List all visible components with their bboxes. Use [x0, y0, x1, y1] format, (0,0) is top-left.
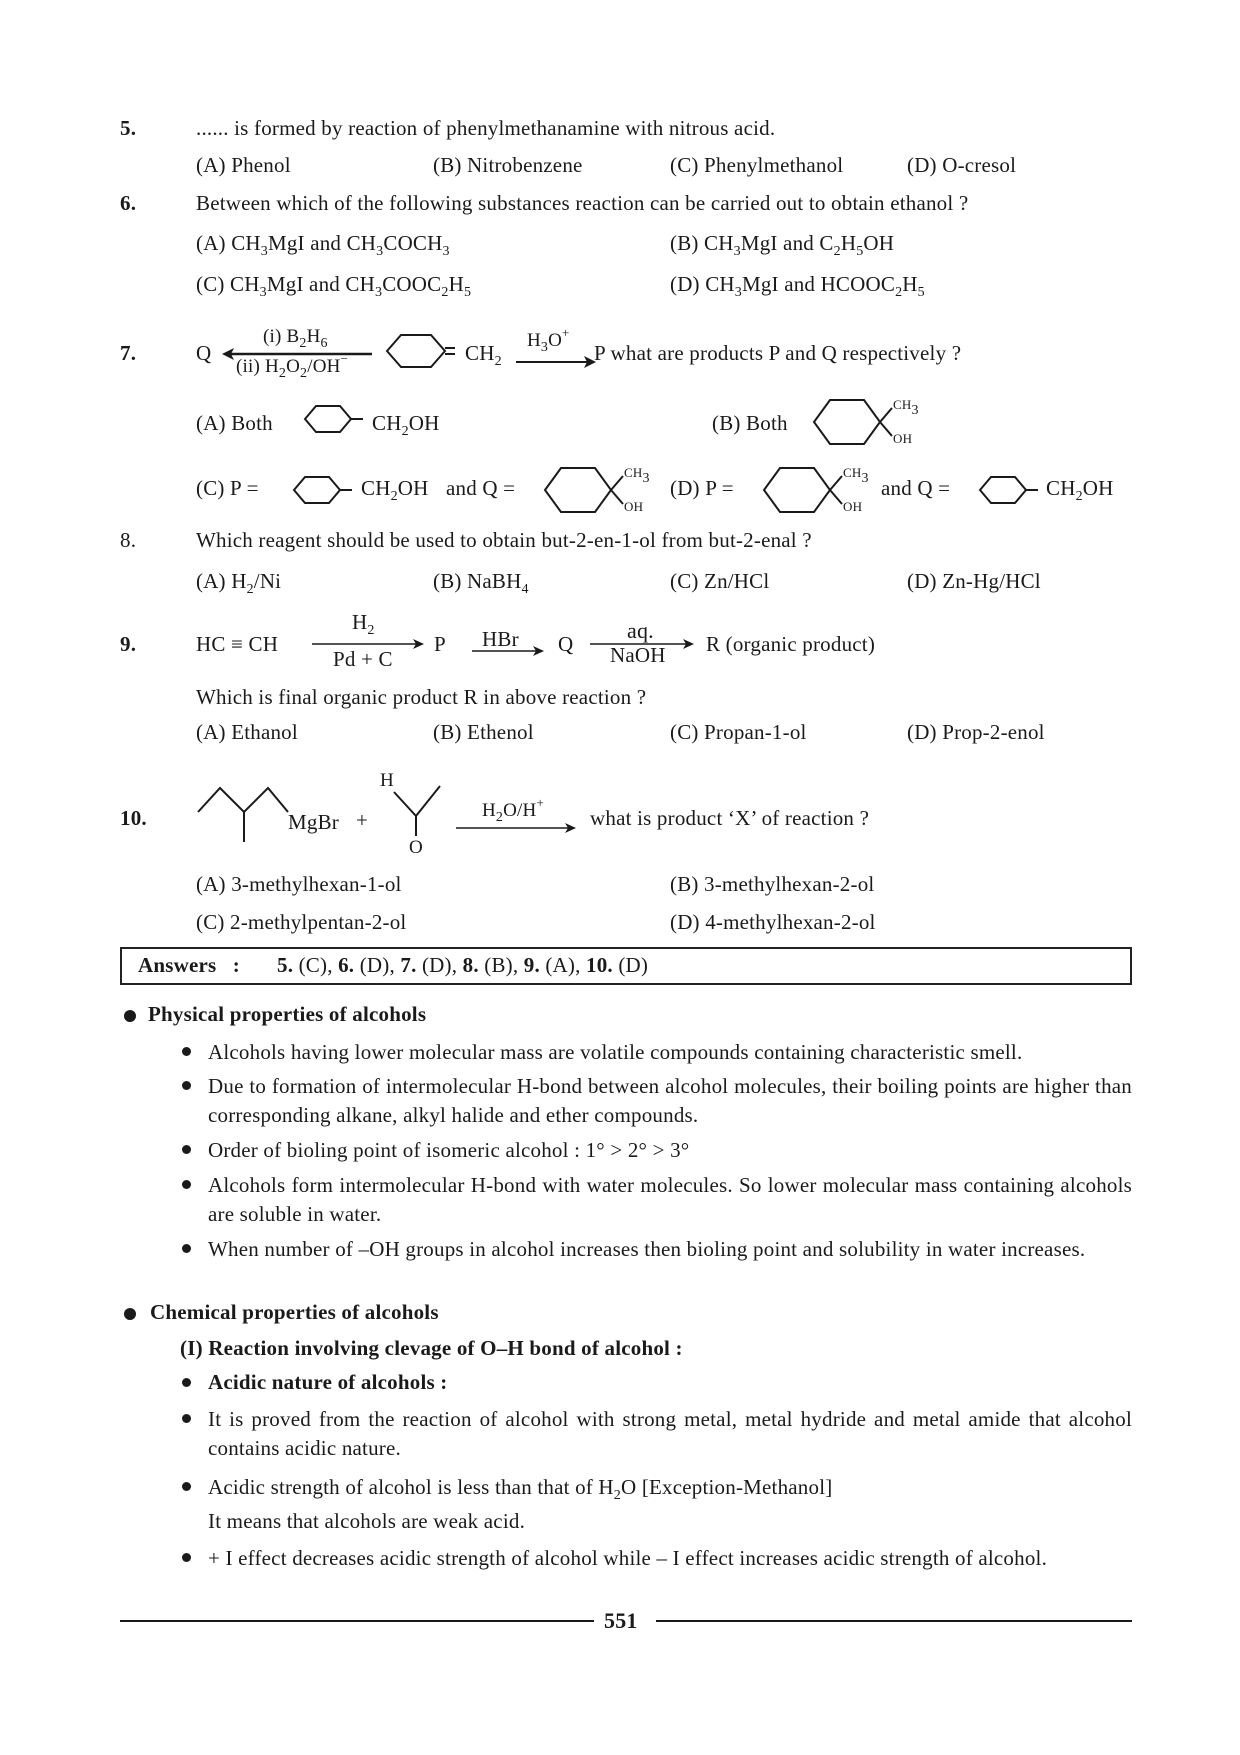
chemical-properties-heading: Chemical properties of alcohols: [150, 1300, 439, 1324]
bullet: [182, 1482, 191, 1491]
q8-option-d: (D) Zn-Hg/HCl: [907, 569, 1041, 593]
question-number-6: 6.: [120, 191, 137, 215]
question-number-9: 9.: [120, 632, 137, 656]
question-7-text: P what are products P and Q respectively ?: [594, 341, 962, 365]
chemical-sub-heading: (I) Reaction involving clevage of O–H bond of alcohol :: [180, 1336, 683, 1360]
physical-bullet-1: Alcohols having lower molecular mass are volatile compounds containing characteristic smell.: [208, 1040, 1023, 1064]
footer-rule-left: [120, 1620, 594, 1622]
q7-option-a-cyclohexyl-ring: [303, 404, 363, 434]
q10-aldehyde-skeleton: [388, 782, 448, 838]
q7-option-a-ch2oh: $CH_2OH$: [372, 411, 440, 439]
question-number-10: 10.: [120, 806, 147, 830]
q7-option-d-and-q: and Q =: [881, 476, 951, 500]
physical-properties-heading: Physical properties of alcohols: [148, 1002, 427, 1026]
q7-option-d-cyclohexyl-ring: [978, 475, 1038, 505]
q7-right-reagent: $H_3O^+$: [527, 325, 570, 355]
q7-reagent-bottom: (ii) $H_2O_2/OH^-$: [236, 351, 349, 381]
q10-arrow: [456, 822, 576, 834]
physical-bullet-3: Order of bioling point of isomeric alcohol : 1° > 2° > 3°: [208, 1138, 690, 1162]
q7-option-d-ch3: $CH_3$: [843, 465, 869, 486]
q6-option-c: (C) $CH_3MgI$ and $CH_3COOC_2H_5$: [196, 272, 472, 300]
question-5-text: ...... is formed by reaction of phenylmethanamine with nitrous acid.: [196, 116, 776, 140]
q7-reactant-ch2: $CH_2$: [465, 341, 502, 369]
q7-product-q-label: Q: [196, 341, 212, 365]
footer-rule-right: [656, 1620, 1132, 1622]
q7-option-c-label: (C) P =: [196, 476, 259, 500]
page-number: 551: [604, 1608, 638, 1633]
q7-option-b-ch3: $CH_3$: [893, 397, 919, 418]
q9-final-product: R (organic product): [706, 632, 876, 656]
q9-product-p: P: [434, 632, 446, 656]
q5-option-d: (D) O-cresol: [907, 153, 1017, 177]
q10-reagent: $H_2O/H^+$: [482, 795, 544, 825]
q10-option-a: (A) 3-methylhexan-1-ol: [196, 872, 402, 896]
heading-bullet: [124, 1010, 136, 1022]
q7-option-b-label: (B) Both: [712, 411, 788, 435]
question-number-5: 5.: [120, 116, 137, 140]
q7-right-arrow: [516, 356, 596, 368]
chemical-bullet-1: It is proved from the reaction of alcohol with strong metal, metal hydride and metal amide that alcohol contains acidic nature.: [208, 1407, 1132, 1460]
chemical-bullet-3: + I effect decreases acidic strength of alcohol while – I effect increases acidic strength of alcohol.: [208, 1546, 1048, 1570]
q7-option-c-ch2oh: $CH_2OH$: [361, 476, 429, 504]
q8-option-a: (A) $H_2/Ni$: [196, 569, 282, 597]
q10-option-b: (B) 3-methylhexan-2-ol: [670, 872, 875, 896]
q9-product-q: Q: [558, 632, 574, 656]
q7-reagent-top: (i) $B_2H_6$: [263, 326, 328, 351]
question-number-8: 8.: [120, 528, 137, 552]
q9-reagent1-bottom: Pd + C: [333, 647, 393, 671]
q7-left-arrow: [222, 348, 372, 360]
weak-acid-line: It means that alcohols are weak acid.: [208, 1509, 526, 1533]
q10-grignard-skeleton: [198, 786, 290, 844]
bullet: [182, 1081, 191, 1090]
acidic-nature-heading: Acidic nature of alcohols :: [208, 1370, 448, 1394]
question-6-text: Between which of the following substances reaction can be carried out to obtain ethanol ?: [196, 191, 969, 215]
heading-bullet: [124, 1308, 136, 1320]
bullet: [182, 1414, 191, 1423]
q5-option-b: (B) Nitrobenzene: [433, 153, 583, 177]
q7-option-c-cyclohexyl-ring: [292, 475, 352, 505]
q9-option-b: (B) Ethenol: [433, 720, 534, 744]
bullet: [182, 1378, 191, 1387]
q9-start-ethyne: HC ≡ CH: [196, 632, 279, 656]
q9-reagent2: HBr: [482, 627, 519, 651]
answers-text: 5. (C), 6. (D), 7. (D), 8. (B), 9. (A), 10. (D): [277, 953, 649, 977]
q10-plus: +: [356, 808, 369, 832]
q10-mgbr: MgBr: [288, 810, 339, 834]
q10-option-c: (C) 2-methylpentan-2-ol: [196, 910, 407, 934]
physical-bullet-2: Due to formation of intermolecular H-bond between alcohol molecules, their boiling points are higher than corresponding alkane, alkyl halide and ether compounds.: [208, 1074, 1132, 1127]
q5-option-c: (C) Phenylmethanol: [670, 153, 844, 177]
q6-option-d: (D) $CH_3MgI$ and $HCOOC_2H_5$: [670, 272, 925, 300]
bullet: [182, 1180, 191, 1189]
q7-option-d-methylcyclohexanol: [762, 466, 852, 514]
q7-option-c-ch3: $CH_3$: [624, 465, 650, 486]
q9-option-d: (D) Prop-2-enol: [907, 720, 1045, 744]
q10-option-d: (D) 4-methylhexan-2-ol: [670, 910, 876, 934]
q9-reagent3-bottom: NaOH: [610, 643, 666, 667]
q7-methylenecyclohexane-ring: [385, 333, 455, 369]
q9-arrow-2: [472, 645, 544, 657]
q9-reagent1-top: $H_2$: [352, 610, 375, 638]
bullet: [182, 1244, 191, 1253]
q5-option-a: (A) Phenol: [196, 153, 291, 177]
question-9-text: Which is final organic product R in above reaction ?: [196, 685, 647, 709]
q10-aldehyde-h: H: [380, 770, 394, 791]
q7-option-c-oh: OH: [624, 499, 644, 514]
chemical-bullet-2: Acidic strength of alcohol is less than that of $H_2O$ [Exception-Methanol]: [208, 1475, 833, 1503]
q9-option-a: (A) Ethanol: [196, 720, 298, 744]
q7-option-c-methylcyclohexanol: [543, 466, 633, 514]
physical-bullet-5: When number of –OH groups in alcohol increases then bioling point and solubility in water increases.: [208, 1237, 1086, 1261]
q10-aldehyde-o: O: [409, 837, 423, 858]
q7-option-c-and-q: and Q =: [446, 476, 516, 500]
q7-option-d-label: (D) P =: [670, 476, 734, 500]
q7-option-b-methylcyclohexanol: [812, 398, 902, 446]
q8-option-c: (C) Zn/HCl: [670, 569, 770, 593]
q7-option-a-label: (A) Both: [196, 411, 273, 435]
bullet: [182, 1047, 191, 1056]
physical-bullet-4: Alcohols form intermolecular H-bond with water molecules. So lower molecular mass containing alcohols are soluble in water.: [208, 1173, 1132, 1226]
q6-option-b: (B) $CH_3MgI$ and $C_2H_5OH$: [670, 231, 895, 259]
question-8-text: Which reagent should be used to obtain but-2-en-1-ol from but-2-enal ?: [196, 528, 812, 552]
q6-option-a: (A) $CH_3MgI$ and $CH_3COCH_3$: [196, 231, 450, 259]
bullet: [182, 1553, 191, 1562]
question-10-text: what is product ‘X’ of reaction ?: [590, 806, 870, 830]
question-number-7: 7.: [120, 341, 137, 365]
bullet: [182, 1145, 191, 1154]
q8-option-b: (B) NaBH$_4$: [433, 569, 529, 597]
answers-label: Answers :: [138, 953, 240, 977]
q9-option-c: (C) Propan-1-ol: [670, 720, 807, 744]
q7-option-d-oh: OH: [843, 499, 863, 514]
q7-option-b-oh: OH: [893, 431, 913, 446]
q7-option-d-ch2oh: $CH_2OH$: [1046, 476, 1114, 504]
q9-reagent3-top: aq.: [627, 618, 654, 643]
